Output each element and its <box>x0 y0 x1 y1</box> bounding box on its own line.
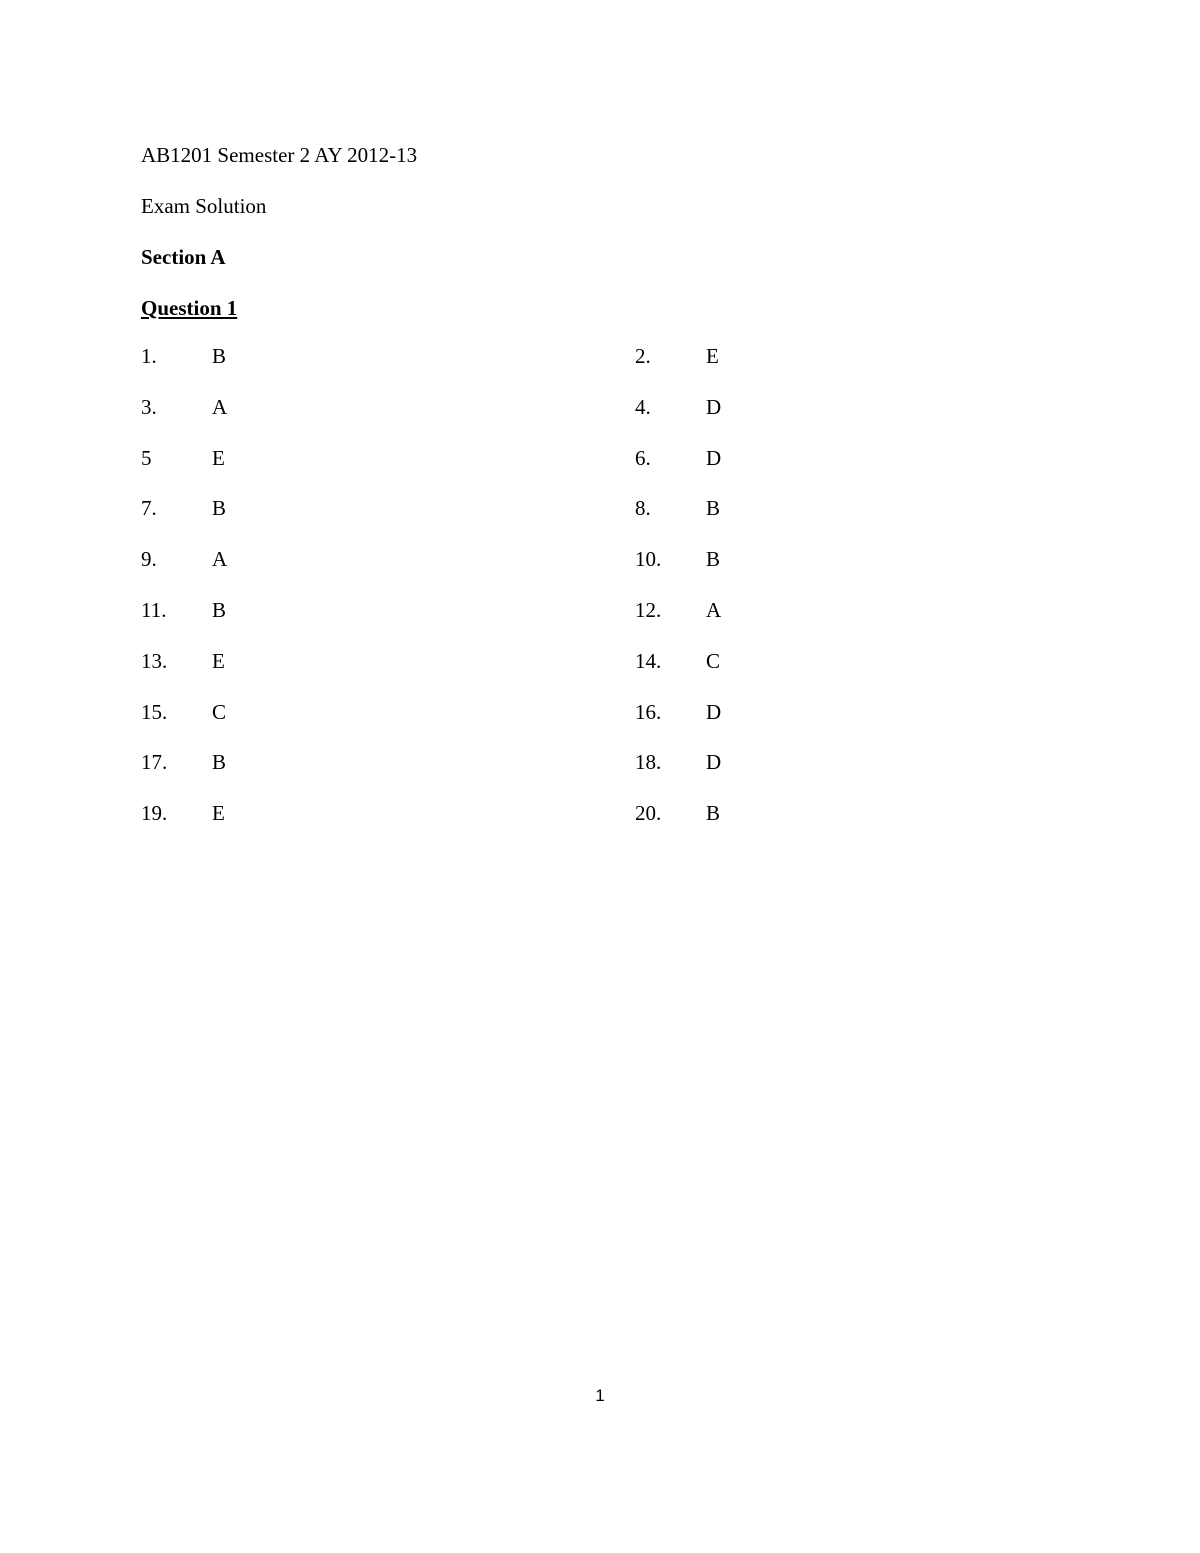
answer-key-list <box>141 343 781 851</box>
question-number: 2. <box>635 344 651 368</box>
document-subtitle: Exam Solution <box>141 194 267 218</box>
answer-row <box>141 445 781 496</box>
question-number: 14. <box>635 648 662 673</box>
answer-row <box>141 699 781 750</box>
answer-letter: E <box>212 801 225 826</box>
answer-letter: B <box>706 801 721 826</box>
question-number: 12. <box>635 597 662 622</box>
answer-letter: A <box>706 597 722 622</box>
question-number: 10. <box>635 547 662 572</box>
answer-letter: E <box>212 445 225 470</box>
question-number: 19. <box>141 801 168 826</box>
answer-letter: C <box>706 648 721 673</box>
question-number: 6. <box>635 445 651 470</box>
answer-row <box>141 343 781 394</box>
question-number: 13. <box>141 648 168 673</box>
question-number: 9. <box>141 547 157 572</box>
answer-letter: A <box>212 547 228 572</box>
answer-letter: B <box>212 750 227 775</box>
answer-letter: E <box>212 648 225 673</box>
answer-letter: D <box>706 394 722 419</box>
answer-letter: D <box>706 750 722 775</box>
question-number: 15. <box>141 699 168 724</box>
answer-row <box>141 800 781 851</box>
course-title: AB1201 Semester 2 AY 2012-13 <box>141 143 418 167</box>
answer-row <box>141 749 781 800</box>
answer-letter: B <box>706 496 721 521</box>
answer-row <box>141 495 781 546</box>
answer-row <box>141 546 781 597</box>
answer-letter: B <box>706 547 721 572</box>
question-number: 1. <box>141 344 157 368</box>
answer-letter: C <box>212 699 227 724</box>
question-number: 20. <box>635 801 662 826</box>
answer-row <box>141 648 781 699</box>
answer-letter: B <box>212 496 227 521</box>
question-number: 4. <box>635 394 651 419</box>
answer-letter: E <box>706 344 719 368</box>
question-number: 8. <box>635 496 651 521</box>
answer-letter: A <box>212 394 228 419</box>
section-heading: Section A <box>141 245 226 269</box>
answer-letter: B <box>212 597 227 622</box>
question-number: 18. <box>635 750 662 775</box>
question-number: 7. <box>141 496 157 521</box>
question-number: 16. <box>635 699 662 724</box>
question-number: 3. <box>141 394 157 419</box>
question-number: 5 <box>141 445 152 470</box>
page-number: 1 <box>595 1386 605 1405</box>
answer-letter: B <box>212 344 227 368</box>
answer-letter: D <box>706 445 722 470</box>
answer-letter: D <box>706 699 722 724</box>
answer-row <box>141 597 781 648</box>
answer-row <box>141 394 781 445</box>
question-number: 17. <box>141 750 168 775</box>
question-number: 11. <box>141 597 167 622</box>
question-heading: Question 1 <box>141 296 238 320</box>
